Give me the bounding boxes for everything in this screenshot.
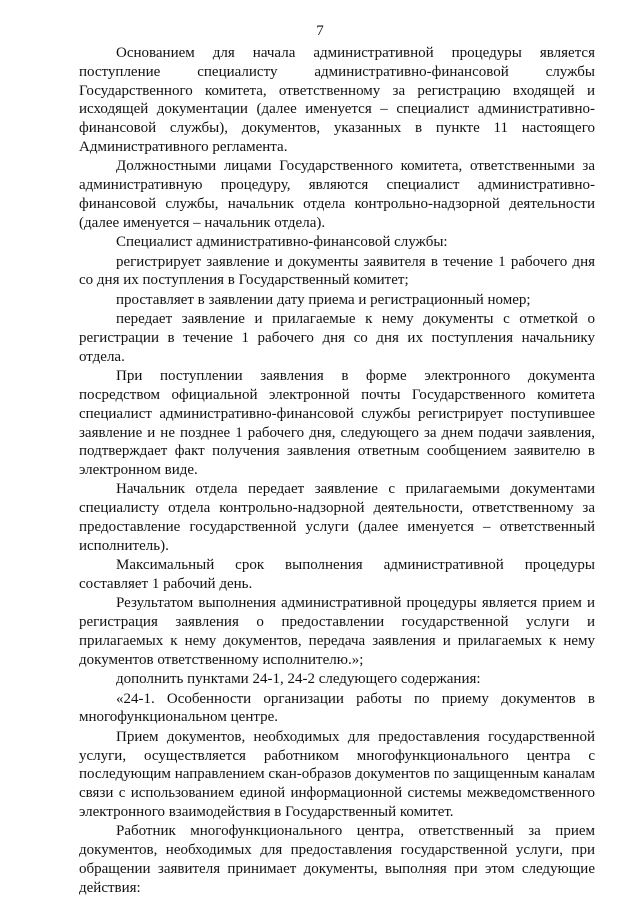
- page-number: 7: [316, 23, 324, 39]
- paragraph: дополнить пунктами 24-1, 24-2 следующего содержания:: [116, 671, 481, 688]
- paragraph: При поступлении заявления в форме электронного документа посредством официальной электронной почты Государственного комитета специалист административно-финансовой службы регистрирует поступившее заявление и не позднее 1 рабочего дня, следующего за днем подачи заявления, подтверждает факт получения заявления ответным сообщением заявителю в электронном виде.: [79, 368, 595, 479]
- paragraph: Основанием для начала административной процедуры является поступление специалисту административно-финансовой службы Государственного комитета, ответственному за регистрацию входящей и исходящей документации (далее именуется – специалист административно-финансовой службы), документов, указанных в пункте 11 настоящего Административного регламента.: [79, 45, 595, 155]
- paragraph: Начальник отдела передает заявление с прилагаемыми документами специалисту отдела контрольно-надзорной деятельности, ответственному за предоставление государственной услуги (далее именуется – ответственный исполнитель).: [79, 481, 595, 554]
- paragraph: Максимальный срок выполнения административной процедуры составляет 1 рабочий день.: [79, 557, 595, 593]
- paragraph: Прием документов, необходимых для предоставления государственной услуги, осуществляется работником многофункционального центра с последующим направлением скан-образов документов по защищенным каналам связи с использованием единой информационной системы межведомственного электронного взаимодействия в Государственный комитет.: [79, 728, 595, 820]
- paragraph: «24-1. Особенности организации работы по приему документов в многофункциональном центре.: [79, 690, 595, 726]
- paragraph: передает заявление и прилагаемые к нему документы с отметкой о регистрации в течение 1 рабочего дня со дня их поступления начальнику отдела.: [79, 311, 595, 365]
- paragraph: Специалист административно-финансовой службы:: [116, 234, 448, 251]
- paragraph: Результатом выполнения административной процедуры является прием и регистрация заявления о предоставлении государственной услуги и прилагаемых к нему документов, передача заявления и прилагаемых к нему документов ответственному исполнителю.»;: [79, 595, 595, 668]
- paragraph: Должностными лицами Государственного комитета, ответственными за административную процедуру, являются специалист административно-финансовой службы, начальник отдела контрольно-надзорной деятельности (далее именуется – начальник отдела).: [79, 158, 595, 231]
- document-body: [79, 44, 595, 898]
- paragraph: регистрирует заявление и документы заявителя в течение 1 рабочего дня со дня их поступления в Государственный комитет;: [79, 253, 595, 289]
- paragraph: проставляет в заявлении дату приема и регистрационный номер;: [116, 291, 531, 308]
- paragraph: Работник многофункционального центра, ответственный за прием документов, необходимых для предоставления государственной услуги, при обращении заявителя принимает документы, выполняя при этом следующие действия:: [79, 823, 595, 896]
